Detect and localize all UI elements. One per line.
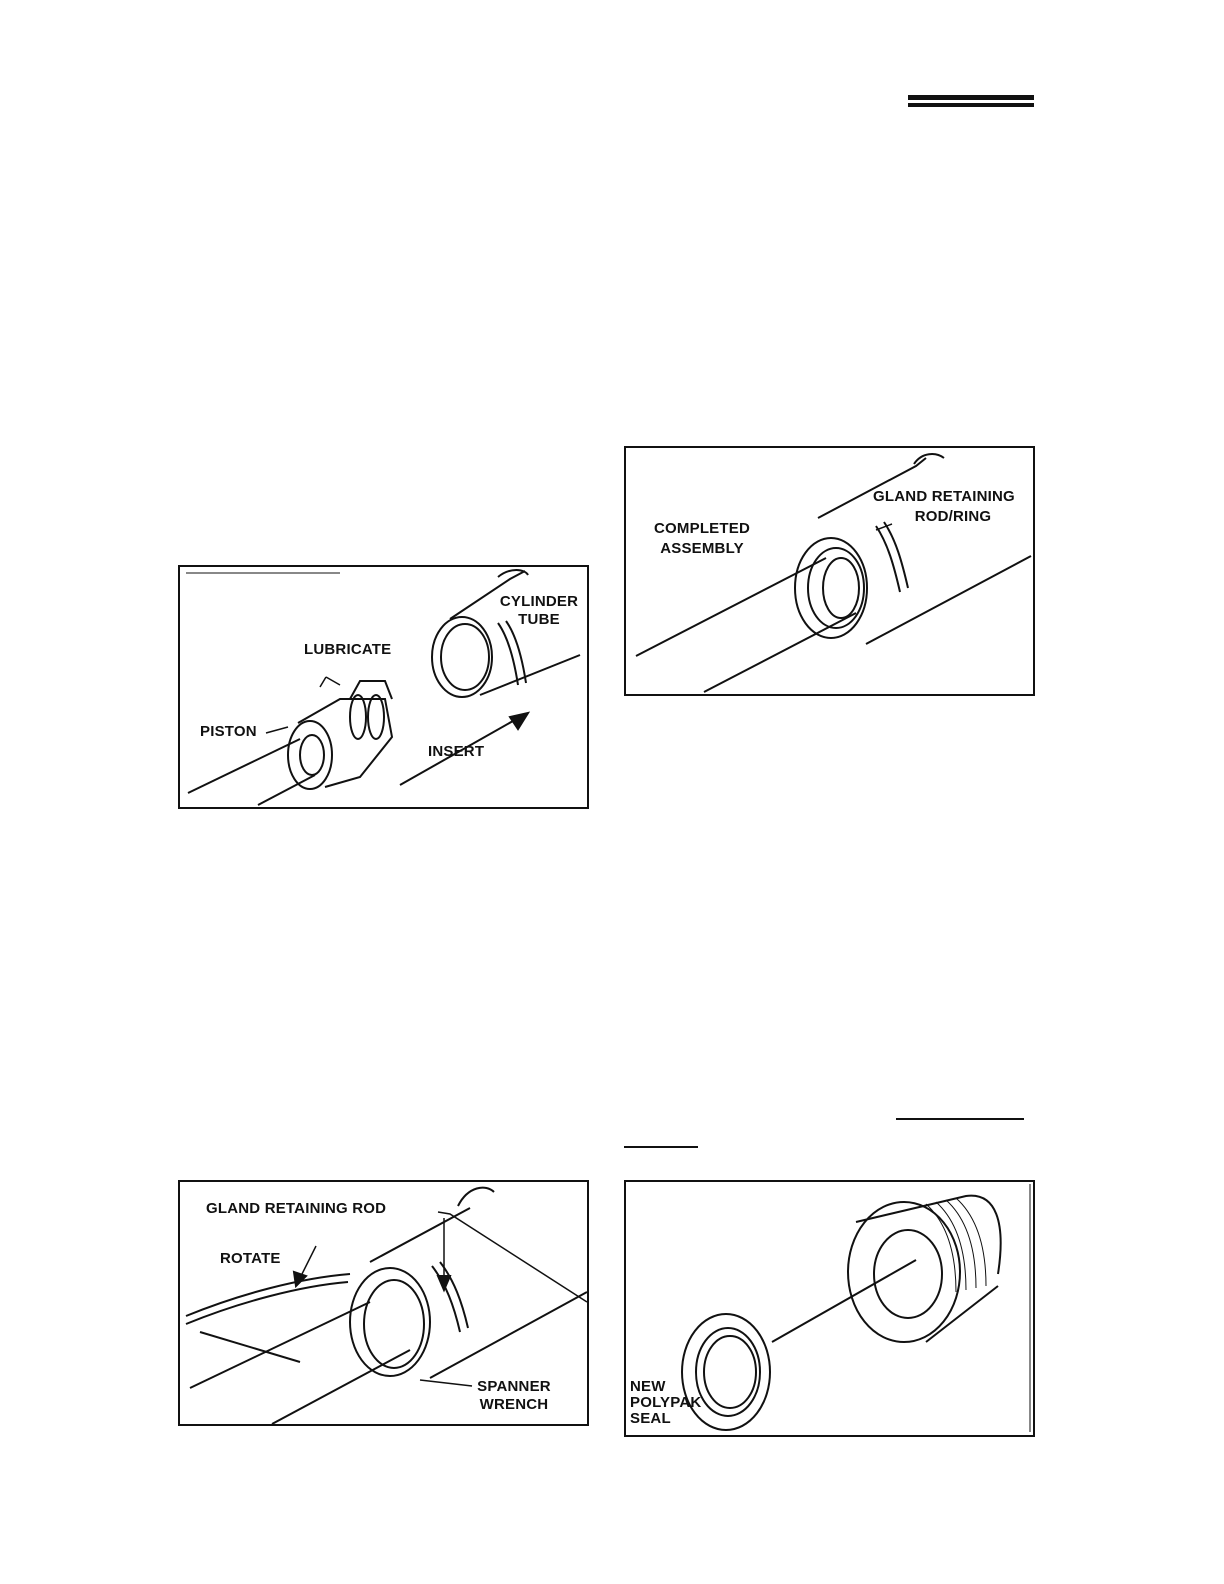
- figure-polypak-seal: [624, 1180, 1035, 1437]
- label-rotate: ROTATE: [220, 1250, 281, 1267]
- underline-fragment-2: [624, 1146, 698, 1148]
- figure-gland-rod-rotate: [178, 1180, 589, 1426]
- label-completed-1: COMPLETED: [654, 520, 750, 537]
- label-piston: PISTON: [200, 723, 257, 740]
- label-gland-ring-1: GLAND RETAINING: [873, 488, 1015, 505]
- label-seal-2: POLYPAK: [630, 1394, 702, 1411]
- label-spanner-2: WRENCH: [479, 1396, 549, 1413]
- label-completed-2: ASSEMBLY: [660, 540, 744, 557]
- label-lubricate: LUBRICATE: [304, 641, 392, 658]
- header-rule-top: [908, 95, 1034, 100]
- header-rule-bottom: [908, 103, 1034, 107]
- label-seal-3: SEAL: [630, 1410, 671, 1427]
- label-gland-ring-2: ROD/RING: [914, 508, 992, 525]
- label-seal-1: NEW: [630, 1378, 666, 1395]
- label-gland-retaining-rod: GLAND RETAINING ROD: [206, 1200, 387, 1217]
- figure-piston-insert: [178, 565, 589, 809]
- label-spanner-1: SPANNER: [477, 1378, 551, 1395]
- label-insert: INSERT: [428, 743, 485, 760]
- underline-fragment-1: [896, 1118, 1024, 1120]
- label-cylinder-tube-2: TUBE: [518, 611, 560, 628]
- label-cylinder-tube-1: CYLINDER: [499, 593, 579, 610]
- completed-assembly-illustration: [626, 448, 1033, 694]
- figure-completed-assembly: [624, 446, 1035, 696]
